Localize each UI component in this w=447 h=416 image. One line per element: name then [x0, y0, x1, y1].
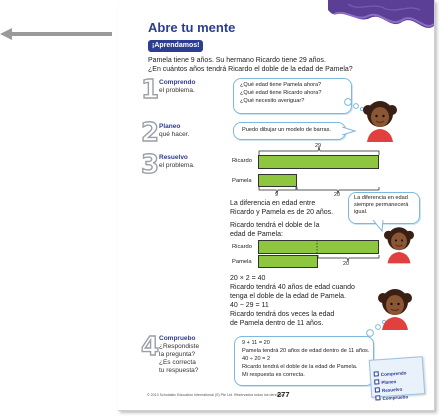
step-subtitle-1: el problema.: [159, 87, 195, 94]
checklist-card: [369, 356, 426, 402]
bubble-question-1: ¿Qué edad tiene Pamela ahora?: [240, 82, 322, 88]
bar2-dashed-divider: [315, 240, 319, 254]
section-badge: ¡Aprendamos!: [148, 40, 203, 52]
bubble-question-2: ¿Qué edad tiene Ricardo ahora?: [240, 90, 322, 96]
step-number-2: 2: [141, 118, 160, 148]
bar1-ricardo-bar: [258, 155, 379, 169]
bar2-label-ricardo: Ricardo: [232, 244, 252, 250]
check-text-1: 9 + 11 = 20: [242, 340, 270, 346]
girl-character-icon: [378, 286, 412, 330]
checklist-label-3: Resuelvo: [381, 386, 403, 394]
plan-bubble: [233, 122, 346, 140]
back-arrow-icon[interactable]: [0, 27, 112, 41]
bar2-diff-brace: [317, 254, 381, 264]
solve-p3-line1: 20 × 2 = 40: [230, 275, 266, 282]
step-title-3: Resuelvo: [159, 154, 188, 161]
bar1-total-label: 29: [315, 143, 321, 149]
check-text-2: Pamela tendrá 20 años de edad dentro de 11 años.: [242, 348, 370, 354]
difference-text-3: igual.: [354, 209, 368, 215]
step-number-3: 3: [141, 150, 160, 180]
step-title-4: Compruebo: [159, 335, 196, 342]
check-bubble: [234, 336, 374, 386]
solve-p2-line1: Ricardo tendrá el doble de la: [230, 222, 320, 229]
solve-p3-line2: Ricardo tendrá 40 años de edad cuando: [230, 284, 355, 291]
solve-p1-line1: La diferencia en edad entre: [230, 200, 316, 207]
checklist-label-2: Planeo: [381, 379, 397, 386]
bubble-question-3: ¿Qué necesito averiguar?: [240, 98, 305, 104]
bar1-part-label: 9: [275, 192, 278, 198]
bar2-label-pamela: Pamela: [232, 259, 252, 265]
check-text-4: Ricardo tendrá el doble de la edad de Pamela.: [242, 364, 358, 370]
bar1-diff-label: 20: [334, 192, 340, 198]
bar2-pamela-bar: [258, 255, 318, 268]
step-subtitle-4: ¿Respondiste la pregunta? ¿Es correcta tu respuesta?: [159, 343, 200, 374]
plan-text: Puedo dibujar un modelo de barras.: [242, 127, 331, 133]
solve-p3-line5: Ricardo tendrá dos veces la edad: [230, 311, 335, 318]
step-number-1: 1: [141, 75, 160, 105]
difference-text-2: siempre permanecerá: [354, 202, 409, 208]
checkbox-icon[interactable]: [375, 395, 380, 400]
step-number-4: 4: [141, 332, 160, 362]
solve-p3-line3: tenga el doble de la edad de Pamela.: [230, 293, 346, 300]
solve-p3-line6: de Pamela dentro de 11 años.: [230, 320, 324, 327]
solve-p1-line2: Ricardo y Pamela es de 20 años.: [230, 209, 334, 216]
checklist-label-4: Compruebo: [382, 394, 409, 402]
bubble-tail: [342, 126, 356, 136]
solve-p3-line4: 40 − 29 = 11: [230, 302, 269, 309]
problem-line-2: ¿En cuántos años tendrá Ricardo el doble de la edad de Pamela?: [148, 66, 353, 73]
difference-text-1: La diferencia en edad: [354, 195, 408, 201]
footer-copyright: © 2013 Scholastic Education International (S) Pte Ltd. Reservados todos los derechos.: [147, 393, 286, 397]
checklist-label-1: Comprendo: [380, 370, 407, 378]
girl-character-icon: [363, 98, 397, 142]
page-title: Abre tu mente: [148, 20, 236, 35]
bar2-diff-label: 20: [343, 261, 349, 267]
page-number: 277: [277, 390, 290, 399]
wave-decoration: [328, 0, 434, 40]
bar1-label-ricardo: Ricardo: [232, 158, 252, 164]
step-title-1: Comprendo: [159, 79, 196, 86]
solve-p2-line2: edad de Pamela:: [230, 231, 283, 238]
checklist-item-4: [375, 385, 409, 405]
check-text-5: Mi respuesta es correcta.: [242, 372, 305, 378]
bar1-label-pamela: Pamela: [232, 178, 252, 184]
girl-character-icon: [384, 224, 414, 264]
step-subtitle-3: el problema.: [159, 162, 195, 169]
check-text-3: 40 ÷ 20 = 2: [242, 356, 271, 362]
step-title-2: Planeo: [159, 123, 181, 130]
problem-line-1: Pamela tiene 9 años. Su hermano Ricardo tiene 29 años.: [148, 57, 326, 64]
questions-bubble: [233, 78, 352, 114]
step-subtitle-2: qué hacer.: [159, 131, 190, 138]
